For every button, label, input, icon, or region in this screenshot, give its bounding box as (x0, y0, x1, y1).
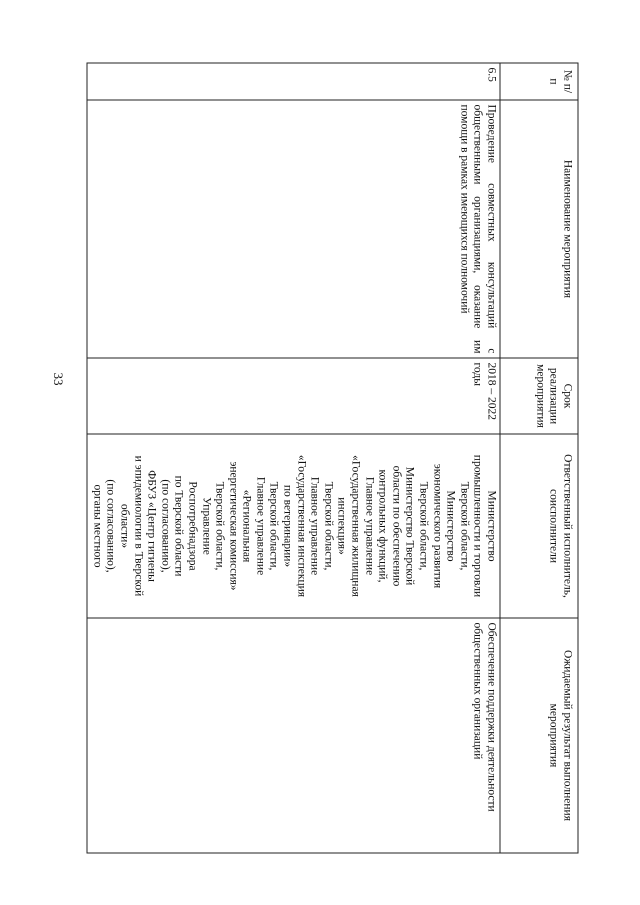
executor-line: органы местного (90, 484, 103, 567)
header-name: Наименование мероприятия (500, 100, 578, 358)
executor-line: Министерство (485, 490, 497, 561)
row-name: Проведение совместных консультаций с общественными организациями, оказание им помощи в рамках имеющихся полномочий (87, 100, 500, 358)
executor-line: экономического развития (430, 463, 443, 588)
header-result: Ожидаемый результат выполнения мероприятия (500, 618, 578, 853)
row-executor (87, 434, 500, 618)
executor-line: Тверской области, (457, 481, 470, 570)
row-num: 6.5 (87, 63, 500, 100)
executor-line: «Региональная (240, 489, 253, 562)
executor-line: промышленности и торговли (471, 454, 484, 597)
executor-line: Тверской области, (321, 481, 334, 570)
row-result: Обеспечение поддержки деятельности общественных организаций (87, 618, 500, 853)
executor-line: Тверской области, (417, 481, 430, 570)
measures-table (90, 62, 578, 852)
executor-line: Управление (199, 496, 212, 555)
executor-line: (по согласованию), (158, 478, 171, 573)
header-num: № п/п (500, 63, 578, 100)
table-row (87, 63, 500, 853)
executor-line: Роспотребнадзора (185, 480, 198, 571)
executor-line: Тверской области, (213, 481, 226, 570)
executor-line: (по согласованию), (104, 478, 117, 573)
header-executor: Ответственный исполнитель, соисполнители (500, 434, 578, 618)
executor-line: Министерство Тверской (403, 466, 416, 585)
executor-line: Министерство (444, 490, 457, 561)
executor-line: Тверской области, (267, 481, 280, 570)
header-term: Срок реализации мероприятия (500, 358, 578, 434)
executor-line: Главное управление (253, 476, 266, 575)
table-header-row (500, 63, 578, 853)
executor-line: Главное управление (308, 476, 321, 575)
executor-line: области по обеспечению (389, 465, 402, 586)
page-number: 33 (51, 372, 66, 386)
executor-line: «Государственная жилищная (349, 454, 362, 597)
executor-line: Главное управление (362, 476, 375, 575)
row-term: 2018 – 2022 годы (87, 358, 500, 434)
executor-line: по Тверской области (172, 475, 185, 576)
executor-line: энергетическая комиссия» (226, 460, 239, 591)
executor-line: «Государственная инспекция (294, 454, 307, 597)
executor-line: области» (117, 503, 130, 548)
executor-line: ФБУЗ «Центр гигиены (145, 469, 158, 582)
executor-line: инспекция» (335, 496, 348, 555)
executor-line: и эпидемиологии в Тверской (131, 455, 144, 596)
executor-line: контрольных функций, (376, 469, 389, 582)
executor-line: по ветеринарии» (281, 484, 294, 567)
